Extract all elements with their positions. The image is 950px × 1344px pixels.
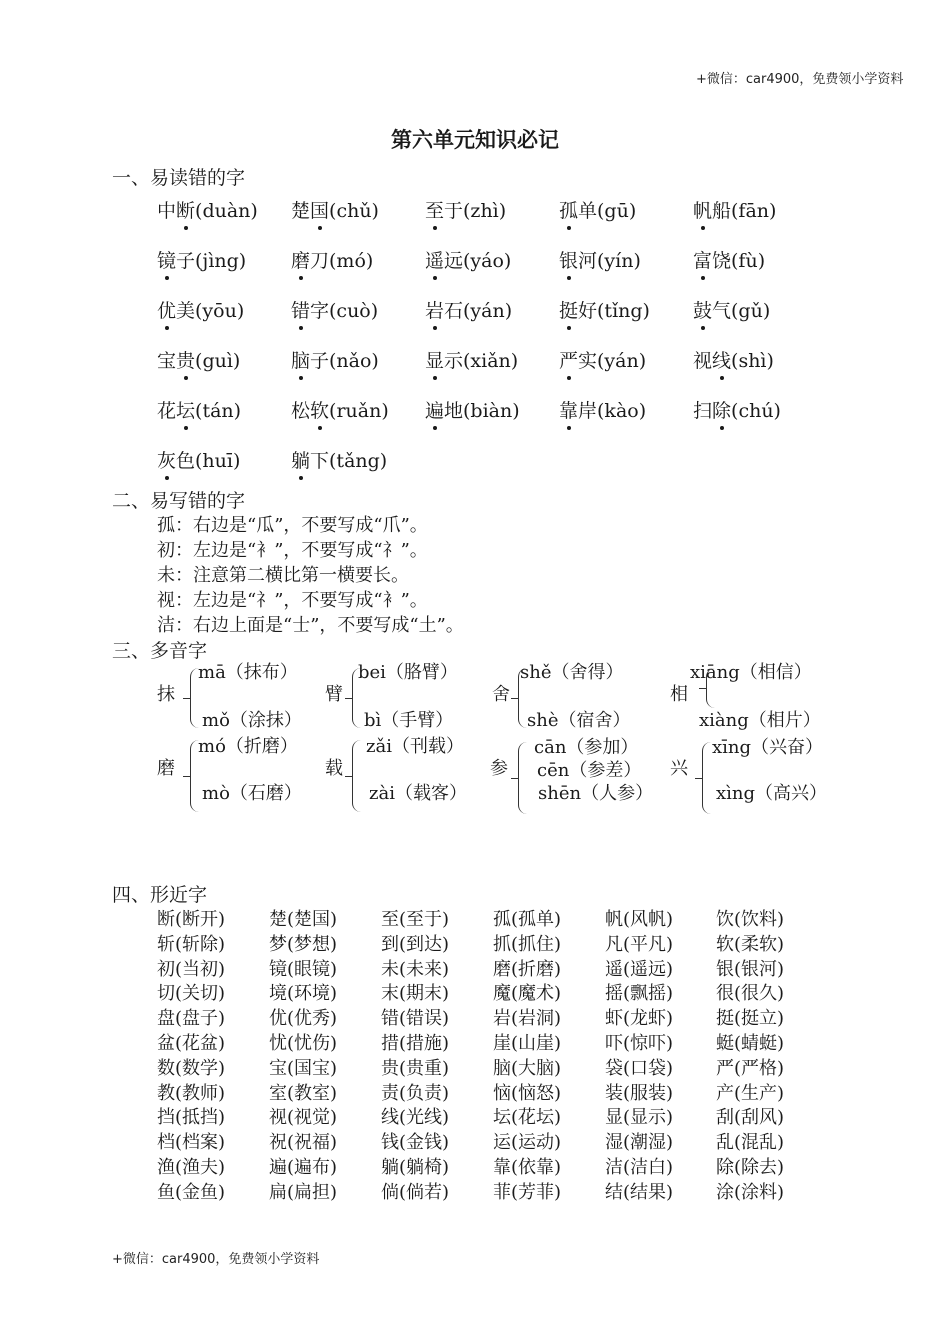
emphasis-char: 线 xyxy=(712,346,731,373)
pinyin-text: 饶(fù) xyxy=(712,250,766,272)
similar-char-cell: 错(错误) xyxy=(381,1008,450,1030)
similar-char-cell: 软(柔软) xyxy=(716,933,785,955)
pinyin-text: 于(zhì) xyxy=(444,200,507,222)
similar-char-cell: 视(视觉) xyxy=(269,1107,338,1129)
pinyin-text: 气(gǔ) xyxy=(712,300,771,322)
similar-char-cell: 切(关切) xyxy=(157,983,226,1005)
polyphone-reading: mó（折磨） xyxy=(198,736,298,757)
emphasis-char: 优 xyxy=(157,296,176,323)
pinyin-text: (ruǎn) xyxy=(329,400,389,422)
polyphone-reading: bì（手臂） xyxy=(364,710,454,731)
similar-char-cell: 遥(遥远) xyxy=(605,958,674,980)
similar-char-cell: 末(期末) xyxy=(381,983,450,1005)
polyphone-char: 兴 xyxy=(670,758,688,779)
polyphone-reading: mò（石磨） xyxy=(202,783,302,804)
pinyin-text: (guì) xyxy=(195,350,241,372)
similar-char-cell: 遍(遍布) xyxy=(269,1157,338,1178)
pinyin-text: (chǔ) xyxy=(329,200,379,222)
word-cell xyxy=(291,446,387,473)
word-cell xyxy=(425,396,520,423)
similar-char-cell: 初(当初) xyxy=(157,958,226,980)
similar-char-cell: 洁(洁白) xyxy=(605,1157,674,1178)
word-cell xyxy=(425,296,512,323)
emphasis-char: 除 xyxy=(712,396,731,423)
similar-char-cell: 楚(楚国) xyxy=(269,909,338,930)
emphasis-char: 软 xyxy=(310,396,329,423)
pinyin-text: 远(yáo) xyxy=(444,250,512,272)
pinyin-text: 船(fān) xyxy=(712,200,777,222)
word-cell xyxy=(559,246,641,273)
similar-char-cell: 盆(花盆) xyxy=(157,1033,226,1054)
polyphone-char: 抹 xyxy=(157,684,175,705)
polyphone-reading: zǎi（刊载） xyxy=(366,736,464,757)
word-cell xyxy=(425,346,518,373)
similar-char-cell: 除(除去) xyxy=(716,1157,785,1178)
pinyin-text: 下(tǎng) xyxy=(310,450,388,472)
emphasis-char: 磨 xyxy=(291,246,310,273)
word-cell xyxy=(693,296,770,323)
polyphone-reading: shēn（人参） xyxy=(538,783,654,804)
section-4-heading: 四、形近字 xyxy=(112,884,208,906)
similar-char-cell: 乱(混乱) xyxy=(716,1132,785,1154)
word-cell xyxy=(157,396,241,423)
emphasis-char: 错 xyxy=(291,296,310,323)
similar-char-cell: 境(环境) xyxy=(269,983,338,1005)
polyphone-reading: mǒ（涂抹） xyxy=(202,710,302,731)
pinyin-text: 实(yán) xyxy=(578,350,647,372)
similar-char-cell: 严(严格) xyxy=(716,1057,785,1079)
emphasis-char: 显 xyxy=(425,346,444,373)
similar-char-cell: 挺(挺立) xyxy=(716,1008,785,1030)
similar-char-cell: 结(结果) xyxy=(605,1181,674,1203)
similar-char-cell: 鱼(金鱼) xyxy=(157,1181,226,1203)
word-text: 扫 xyxy=(693,400,713,422)
word-cell xyxy=(559,346,646,373)
word-cell xyxy=(157,296,244,323)
emphasis-char: 遍 xyxy=(425,396,444,423)
polyphone-char: 相 xyxy=(670,684,688,705)
similar-char-cell: 凡(平凡) xyxy=(605,933,674,955)
word-cell xyxy=(291,246,373,273)
word-cell xyxy=(693,246,765,273)
similar-char-cell: 岩(岩洞) xyxy=(493,1008,562,1030)
emphasis-char: 断 xyxy=(176,196,195,223)
pinyin-text: (chú) xyxy=(731,400,781,422)
polyphone-char: 舍 xyxy=(492,684,510,705)
similar-char-cell: 梦(梦想) xyxy=(269,933,338,955)
brace xyxy=(702,742,711,814)
word-cell xyxy=(291,396,389,423)
similar-char-cell: 刮(刮风) xyxy=(716,1107,785,1129)
polyphone-reading: bei（胳臂） xyxy=(358,662,458,683)
similar-char-cell: 运(运动) xyxy=(493,1132,562,1154)
similar-char-cell: 镜(眼镜) xyxy=(269,958,338,980)
rule-line: 孤：右边是“瓜”，不要写成“爪”。 xyxy=(157,515,428,536)
section-3-heading: 三、多音字 xyxy=(112,640,208,662)
emphasis-char: 挺 xyxy=(559,296,578,323)
rule-line: 未：注意第二横比第一横要长。 xyxy=(157,565,409,586)
pinyin-text: 色(huī) xyxy=(176,450,241,472)
word-cell xyxy=(559,396,646,423)
emphasis-char: 遥 xyxy=(425,246,444,273)
emphasis-char: 国 xyxy=(310,196,329,223)
polyphone-reading: mā（抹布） xyxy=(198,662,298,683)
rule-line: 洁：右边上面是“士”，不要写成“土”。 xyxy=(157,615,464,636)
word-cell xyxy=(693,346,774,373)
polyphone-char: 参 xyxy=(490,758,508,779)
emphasis-char: 帆 xyxy=(693,196,712,223)
similar-char-cell: 未(未来) xyxy=(381,958,450,980)
similar-char-cell: 宝(国宝) xyxy=(269,1057,338,1079)
similar-char-cell: 钱(金钱) xyxy=(381,1132,450,1154)
pinyin-text: 好(tǐng) xyxy=(578,300,650,322)
word-text: 花 xyxy=(157,400,177,422)
polyphone-reading: xiāng（相信） xyxy=(690,662,812,683)
pinyin-text: 子(nǎo) xyxy=(310,350,379,372)
similar-char-cell: 脑(大脑) xyxy=(493,1057,562,1079)
pinyin-text: (shì) xyxy=(731,350,774,372)
similar-char-cell: 数(数学) xyxy=(157,1057,226,1079)
similar-char-cell: 恼(恼怒) xyxy=(493,1082,562,1104)
similar-char-cell: 湿(潮湿) xyxy=(605,1132,674,1154)
word-cell xyxy=(157,346,240,373)
polyphone-reading: xìng（高兴） xyxy=(716,783,828,804)
emphasis-char: 靠 xyxy=(559,396,578,423)
section-1-heading: 一、易读错的字 xyxy=(112,167,246,189)
rule-line: 视：左边是“礻”，不要写成“衤”。 xyxy=(157,590,428,611)
word-cell xyxy=(425,196,506,223)
brace xyxy=(518,742,527,814)
pinyin-text: (duàn) xyxy=(195,200,258,222)
similar-char-cell: 涂(涂料) xyxy=(716,1181,785,1203)
emphasis-char: 严 xyxy=(559,346,578,373)
emphasis-char: 孤 xyxy=(559,196,578,223)
similar-char-cell: 渔(渔夫) xyxy=(157,1157,226,1178)
similar-char-cell: 装(服装) xyxy=(605,1082,674,1104)
similar-char-cell: 崖(山崖) xyxy=(493,1033,562,1054)
emphasis-char: 鼓 xyxy=(693,296,712,323)
word-cell xyxy=(291,296,378,323)
word-cell xyxy=(559,196,636,223)
similar-char-cell: 帆(风帆) xyxy=(605,909,674,930)
polyphone-reading: shè（宿舍） xyxy=(527,710,631,731)
polyphone-char: 臂 xyxy=(325,684,343,705)
polyphone-char: 载 xyxy=(325,758,343,779)
similar-char-cell: 教(教师) xyxy=(157,1082,226,1104)
similar-char-cell: 档(档案) xyxy=(157,1132,226,1154)
pinyin-text: 美(yōu) xyxy=(176,300,245,322)
pinyin-text: 示(xiǎn) xyxy=(444,350,519,372)
similar-char-cell: 磨(折磨) xyxy=(493,958,562,980)
similar-char-cell: 显(显示) xyxy=(605,1107,674,1129)
similar-char-cell: 靠(依靠) xyxy=(493,1157,562,1178)
pinyin-text: 石(yán) xyxy=(444,300,513,322)
page-title: 第六单元知识必记 xyxy=(391,128,559,152)
pinyin-text: 刀(mó) xyxy=(310,250,374,272)
emphasis-char: 岩 xyxy=(425,296,444,323)
word-text: 松 xyxy=(291,400,311,422)
polyphone-reading: cēn（参差） xyxy=(537,760,642,781)
emphasis-char: 银 xyxy=(559,246,578,273)
word-text: 中 xyxy=(157,200,177,222)
similar-char-cell: 盘(盘子) xyxy=(157,1008,226,1030)
emphasis-char: 镜 xyxy=(157,246,176,273)
similar-char-cell: 摇(飘摇) xyxy=(605,983,674,1005)
similar-char-cell: 吓(惊吓) xyxy=(605,1033,674,1054)
brace xyxy=(352,740,361,812)
word-cell xyxy=(693,196,776,223)
similar-char-cell: 措(措施) xyxy=(381,1033,450,1054)
word-cell xyxy=(157,196,258,223)
emphasis-char: 富 xyxy=(693,246,712,273)
pinyin-text: 子(jìng) xyxy=(176,250,247,272)
similar-char-cell: 坛(花坛) xyxy=(493,1107,562,1129)
emphasis-char: 至 xyxy=(425,196,444,223)
pinyin-text: 地(biàn) xyxy=(444,400,520,422)
polyphone-reading: cān（参加） xyxy=(534,737,639,758)
word-text: 视 xyxy=(693,350,713,372)
similar-char-cell: 责(负责) xyxy=(381,1082,450,1104)
word-cell xyxy=(157,446,240,473)
similar-char-cell: 扁(扁担) xyxy=(269,1181,338,1203)
similar-char-cell: 倘(倘若) xyxy=(381,1181,450,1203)
similar-char-cell: 到(到达) xyxy=(381,933,450,955)
similar-char-cell: 菲(芳菲) xyxy=(493,1181,562,1203)
section-2-heading: 二、易写错的字 xyxy=(112,490,246,512)
emphasis-char: 灰 xyxy=(157,446,176,473)
similar-char-cell: 室(教室) xyxy=(269,1082,338,1104)
similar-char-cell: 斩(斩除) xyxy=(157,933,226,955)
emphasis-char: 坛 xyxy=(176,396,195,423)
similar-char-cell: 祝(祝福) xyxy=(269,1132,338,1154)
similar-char-cell: 断(断开) xyxy=(157,909,226,930)
word-cell xyxy=(291,196,379,223)
similar-char-cell: 至(至于) xyxy=(381,909,450,930)
pinyin-text: 河(yín) xyxy=(578,250,641,272)
similar-char-cell: 孤(孤单) xyxy=(493,909,562,930)
similar-char-cell: 优(优秀) xyxy=(269,1008,338,1030)
word-cell xyxy=(157,246,246,273)
similar-char-cell: 蜓(蜻蜓) xyxy=(716,1033,785,1054)
similar-char-cell: 抓(抓住) xyxy=(493,933,562,955)
similar-char-cell: 魔(魔术) xyxy=(493,983,562,1005)
word-text: 宝 xyxy=(157,350,177,372)
pinyin-text: (tán) xyxy=(195,400,242,422)
polyphone-reading: xīng（兴奋） xyxy=(712,737,824,758)
similar-char-cell: 很(很久) xyxy=(716,983,785,1005)
emphasis-char: 贵 xyxy=(176,346,195,373)
watermark-bottom: +微信：car4900，免费领小学资料 xyxy=(112,1252,320,1267)
emphasis-char: 脑 xyxy=(291,346,310,373)
pinyin-text: 岸(kào) xyxy=(578,400,647,422)
word-cell xyxy=(559,296,650,323)
polyphone-reading: xiàng（相片） xyxy=(699,710,821,731)
word-text: 楚 xyxy=(291,200,311,222)
word-cell xyxy=(425,246,511,273)
similar-char-cell: 产(生产) xyxy=(716,1082,785,1104)
similar-char-cell: 线(光线) xyxy=(381,1107,450,1129)
similar-char-cell: 银(银河) xyxy=(716,958,785,980)
similar-char-cell: 挡(抵挡) xyxy=(157,1107,226,1129)
similar-char-cell: 袋(口袋) xyxy=(605,1057,674,1079)
polyphone-reading: shě（舍得） xyxy=(520,662,624,683)
polyphone-char: 磨 xyxy=(157,758,175,779)
similar-char-cell: 虾(龙虾) xyxy=(605,1008,674,1030)
polyphone-reading: zài（载客） xyxy=(369,783,467,804)
word-cell xyxy=(291,346,379,373)
similar-char-cell: 躺(躺椅) xyxy=(381,1157,450,1178)
rule-line: 初：左边是“衤”，不要写成“礻”。 xyxy=(157,540,428,561)
pinyin-text: 字(cuò) xyxy=(310,300,379,322)
similar-char-cell: 忧(忧伤) xyxy=(269,1033,338,1054)
pinyin-text: 单(gū) xyxy=(578,200,637,222)
emphasis-char: 躺 xyxy=(291,446,310,473)
similar-char-cell: 饮(饮料) xyxy=(716,909,785,930)
word-cell xyxy=(693,396,781,423)
similar-char-cell: 贵(贵重) xyxy=(381,1057,450,1079)
watermark-top: +微信：car4900，免费领小学资料 xyxy=(696,72,904,87)
